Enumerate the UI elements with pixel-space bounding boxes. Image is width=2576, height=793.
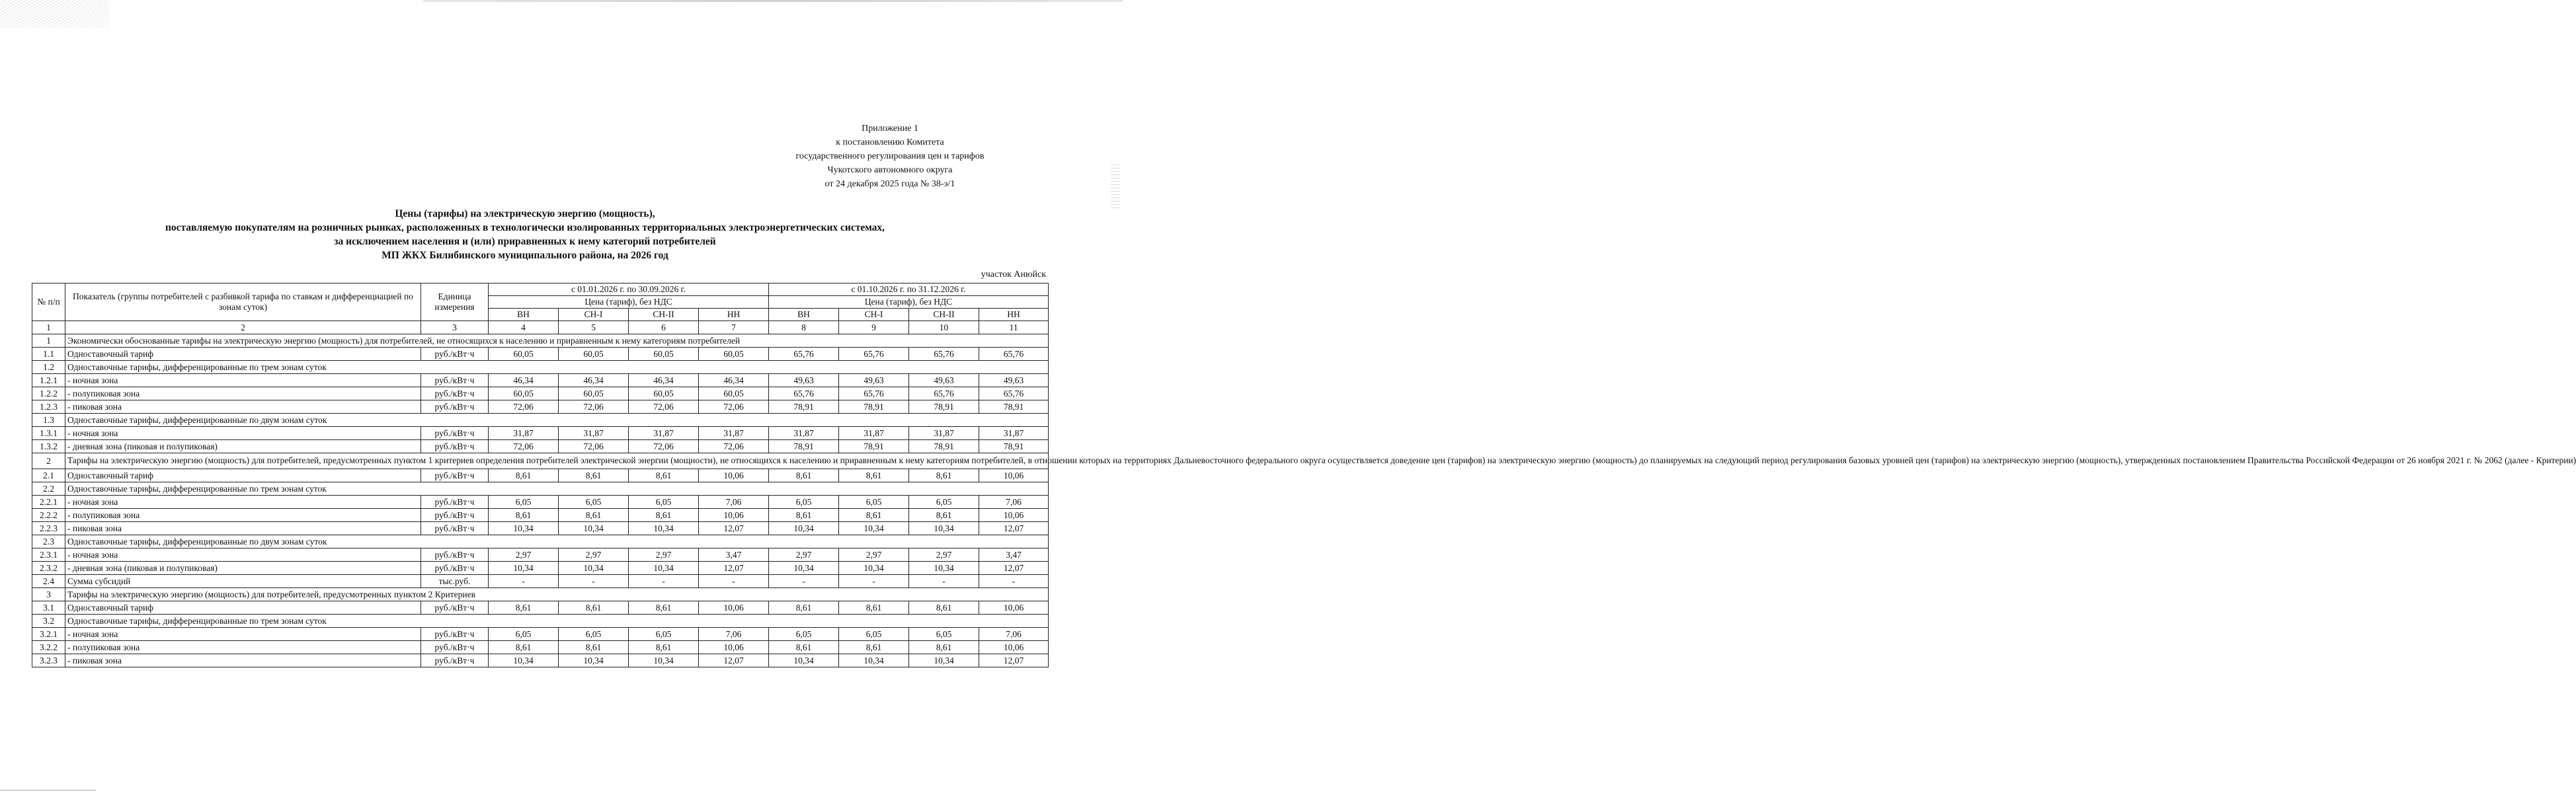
price-value: 10,34: [769, 521, 839, 535]
price-value: -: [559, 574, 629, 587]
header-period-1: с 01.01.2026 г. по 30.09.2026 г.: [489, 283, 769, 296]
row-number: 1.2.1: [32, 374, 65, 387]
table-row: [32, 482, 1049, 495]
price-value: 78,91: [769, 400, 839, 414]
price-value: 46,34: [559, 374, 629, 387]
scan-artifact-top-edge: [423, 0, 1123, 2]
price-value: 65,76: [979, 387, 1049, 400]
site-label: участок Анюйск: [981, 270, 1046, 280]
price-value: 6,05: [839, 495, 909, 508]
row-indicator: Одноставочный тариф: [65, 601, 421, 614]
row-unit: руб./кВт·ч: [421, 469, 489, 482]
price-value: 49,63: [909, 374, 979, 387]
price-value: 2,97: [559, 548, 629, 561]
price-value: 60,05: [559, 348, 629, 361]
price-value: 31,87: [629, 427, 699, 440]
column-number: 1: [32, 321, 65, 334]
column-number: 10: [909, 321, 979, 334]
price-value: 6,05: [839, 627, 909, 640]
column-number: 11: [979, 321, 1049, 334]
price-value: 65,76: [769, 348, 839, 361]
price-value: 8,61: [909, 601, 979, 614]
group-title: Одноставочные тарифы, дифференцированные по трем зонам суток: [65, 614, 1049, 627]
price-value: 10,34: [909, 654, 979, 667]
price-value: 65,76: [839, 387, 909, 400]
price-value: 60,05: [699, 348, 769, 361]
price-value: 49,63: [769, 374, 839, 387]
row-unit: руб./кВт·ч: [421, 387, 489, 400]
price-value: 31,87: [489, 427, 559, 440]
table-row: [32, 627, 1049, 640]
row-number: 3.2.1: [32, 627, 65, 640]
header-level: СН-II: [629, 309, 699, 321]
price-value: 6,05: [909, 495, 979, 508]
table-row: [32, 587, 1049, 601]
row-number: 2.2.1: [32, 495, 65, 508]
price-value: 12,07: [699, 654, 769, 667]
row-number: 1.3.2: [32, 440, 65, 453]
price-value: 8,61: [559, 640, 629, 654]
price-value: 6,05: [629, 495, 699, 508]
row-unit: руб./кВт·ч: [421, 601, 489, 614]
section-number: 1: [32, 334, 65, 348]
price-value: 12,07: [979, 521, 1049, 535]
group-title: Одноставочные тарифы, дифференцированные по двум зонам суток: [65, 414, 1049, 427]
price-value: 78,91: [909, 440, 979, 453]
row-indicator: - ночная зона: [65, 427, 421, 440]
section-title: Тарифы на электрическую энергию (мощность) для потребителей, предусмотренных пунктом 1 критериев определения потребителей электрической энергии (мощности), не относящихся к населению и приравненным к нему категориям потребителей, в отношении которых на территориях Дальневосточного федерального округа осуществляется доведение цен (тарифов) на электрическую энергию (мощность) до планируемых на следующий период регулирования базовых уровней цен (тарифов) на электрическую энергию (мощность), утвержденных постановлением Правительства Российской Федерации от 26 ноября 2021 г. № 2062 (далее - Критерии): [65, 453, 1049, 469]
row-unit: руб./кВт·ч: [421, 548, 489, 561]
price-value: 60,05: [629, 387, 699, 400]
price-value: 12,07: [699, 561, 769, 574]
price-value: 10,06: [979, 469, 1049, 482]
row-indicator: - пиковая зона: [65, 654, 421, 667]
price-value: 10,34: [629, 561, 699, 574]
row-indicator: Одноставочный тариф: [65, 348, 421, 361]
column-number: 7: [699, 321, 769, 334]
table-row: [32, 334, 1049, 348]
price-value: 72,06: [629, 400, 699, 414]
price-value: 10,06: [979, 601, 1049, 614]
row-indicator: - полупиковая зона: [65, 387, 421, 400]
column-number: 5: [559, 321, 629, 334]
appendix-header: [758, 122, 1022, 191]
price-value: -: [909, 574, 979, 587]
price-value: 8,61: [559, 601, 629, 614]
column-number-row: [32, 321, 1049, 334]
appendix-line: от 24 декабря 2025 года № 38-э/1: [825, 179, 955, 189]
group-title: Одноставочные тарифы, дифференцированные по трем зонам суток: [65, 482, 1049, 495]
price-value: 65,76: [909, 348, 979, 361]
price-value: 31,87: [909, 427, 979, 440]
price-value: 49,63: [839, 374, 909, 387]
row-number: 1.1: [32, 348, 65, 361]
header-unit: Единица измерения: [421, 283, 489, 321]
price-value: -: [979, 574, 1049, 587]
price-value: 2,97: [489, 548, 559, 561]
price-value: -: [629, 574, 699, 587]
row-number: 2.1: [32, 469, 65, 482]
price-value: 10,34: [559, 654, 629, 667]
price-value: 65,76: [839, 348, 909, 361]
header-indicator: Показатель (группы потребителей с разбивкой тарифа по ставкам и дифференциацией по зонам суток): [65, 283, 421, 321]
price-value: 78,91: [979, 440, 1049, 453]
price-value: 7,06: [699, 627, 769, 640]
row-indicator: Сумма субсидий: [65, 574, 421, 587]
table-row: [32, 374, 1049, 387]
column-number: 3: [421, 321, 489, 334]
table-row: [32, 521, 1049, 535]
header-level: НН: [979, 309, 1049, 321]
row-number: 2.3.2: [32, 561, 65, 574]
price-value: 46,34: [489, 374, 559, 387]
header-level: ВН: [769, 309, 839, 321]
price-value: 10,34: [839, 521, 909, 535]
column-number: 8: [769, 321, 839, 334]
price-value: 8,61: [839, 601, 909, 614]
row-unit: руб./кВт·ч: [421, 521, 489, 535]
price-value: 10,06: [979, 640, 1049, 654]
price-value: 10,34: [839, 654, 909, 667]
price-value: 8,61: [769, 601, 839, 614]
appendix-line: Приложение 1: [862, 124, 918, 133]
price-value: 10,34: [909, 561, 979, 574]
table-row: [32, 614, 1049, 627]
table-body: [32, 334, 2576, 667]
group-number: 2.2: [32, 482, 65, 495]
header-price-2: Цена (тариф), без НДС: [769, 296, 1049, 309]
price-value: 2,97: [769, 548, 839, 561]
row-unit: руб./кВт·ч: [421, 400, 489, 414]
price-value: 78,91: [979, 400, 1049, 414]
row-indicator: - ночная зона: [65, 627, 421, 640]
price-value: 8,61: [489, 601, 559, 614]
price-value: -: [839, 574, 909, 587]
table-row: [32, 400, 1049, 414]
price-value: 46,34: [699, 374, 769, 387]
price-value: 2,97: [909, 548, 979, 561]
price-value: 60,05: [559, 387, 629, 400]
price-value: 60,05: [699, 387, 769, 400]
table-row: [32, 387, 1049, 400]
group-title: Одноставочные тарифы, дифференцированные по трем зонам суток: [65, 361, 1049, 374]
price-value: 10,34: [489, 561, 559, 574]
price-value: 10,34: [769, 654, 839, 667]
row-indicator: - ночная зона: [65, 495, 421, 508]
price-value: 31,87: [979, 427, 1049, 440]
price-value: 8,61: [489, 469, 559, 482]
price-value: 31,87: [699, 427, 769, 440]
title-line: поставляемую покупателям на розничных рынках, расположенных в технологически изолированных территориальных электроэнергетических системах,: [165, 222, 885, 233]
section-number: 2: [32, 453, 65, 469]
price-value: 10,34: [559, 521, 629, 535]
section-title: Экономически обоснованные тарифы на электрическую энергию (мощность) для потребителей, не относящихся к населению и приравненным к нему категориям потребителей: [65, 334, 1049, 348]
group-number: 1.3: [32, 414, 65, 427]
price-value: 60,05: [489, 348, 559, 361]
price-value: 8,61: [839, 469, 909, 482]
price-value: 6,05: [909, 627, 979, 640]
price-value: 10,34: [909, 521, 979, 535]
price-value: 6,05: [559, 627, 629, 640]
table-row: [32, 535, 1049, 548]
price-value: 78,91: [839, 400, 909, 414]
table-row: [32, 440, 1049, 453]
row-number: 1.2.2: [32, 387, 65, 400]
price-value: 8,61: [909, 469, 979, 482]
price-value: 2,97: [629, 548, 699, 561]
price-value: 6,05: [559, 495, 629, 508]
price-value: 31,87: [839, 427, 909, 440]
row-indicator: - полупиковая зона: [65, 508, 421, 521]
price-value: 72,06: [489, 440, 559, 453]
table-row: [32, 348, 1049, 361]
price-value: 72,06: [699, 440, 769, 453]
price-value: 6,05: [489, 495, 559, 508]
price-value: 12,07: [979, 654, 1049, 667]
price-value: 10,34: [769, 561, 839, 574]
scan-artifact-bottom-line: [0, 790, 96, 791]
row-number: 1.3.1: [32, 427, 65, 440]
price-value: 10,34: [839, 561, 909, 574]
price-value: 6,05: [769, 495, 839, 508]
price-value: 10,34: [489, 521, 559, 535]
row-number: 2.2.2: [32, 508, 65, 521]
price-value: 72,06: [629, 440, 699, 453]
table-row: [32, 508, 1049, 521]
header-level: СН-I: [559, 309, 629, 321]
table-row: [32, 548, 1049, 561]
price-value: 6,05: [769, 627, 839, 640]
appendix-line: Чукотского автономного округа: [827, 165, 953, 175]
group-title: Одноставочные тарифы, дифференцированные по двум зонам суток: [65, 535, 1049, 548]
price-value: 12,07: [699, 521, 769, 535]
price-value: 60,05: [489, 387, 559, 400]
row-unit: руб./кВт·ч: [421, 495, 489, 508]
row-indicator: - ночная зона: [65, 548, 421, 561]
price-value: 10,06: [699, 508, 769, 521]
price-value: 6,05: [489, 627, 559, 640]
row-number: 2.2.3: [32, 521, 65, 535]
price-value: 8,61: [489, 508, 559, 521]
header-period-2: с 01.10.2026 г. по 31.12.2026 г.: [769, 283, 1049, 296]
header-level: НН: [699, 309, 769, 321]
price-value: 8,61: [559, 469, 629, 482]
table-row: [32, 361, 1049, 374]
price-value: 10,06: [979, 508, 1049, 521]
row-number: 3.2.2: [32, 640, 65, 654]
price-value: 65,76: [909, 387, 979, 400]
price-value: 8,61: [629, 601, 699, 614]
column-number: 4: [489, 321, 559, 334]
row-indicator: - ночная зона: [65, 374, 421, 387]
price-value: 10,34: [629, 654, 699, 667]
row-unit: руб./кВт·ч: [421, 348, 489, 361]
row-unit: руб./кВт·ч: [421, 427, 489, 440]
price-value: 31,87: [769, 427, 839, 440]
table-row: [32, 601, 1049, 614]
table-row: [32, 414, 1049, 427]
price-value: 72,06: [559, 440, 629, 453]
price-value: 8,61: [769, 640, 839, 654]
column-number: 6: [629, 321, 699, 334]
row-unit: руб./кВт·ч: [421, 627, 489, 640]
price-value: 78,91: [769, 440, 839, 453]
table-row: [32, 427, 1049, 440]
table-row: [32, 574, 1049, 587]
price-value: 12,07: [979, 561, 1049, 574]
row-indicator: - пиковая зона: [65, 521, 421, 535]
table-row: [32, 654, 1049, 667]
scan-artifact-corner: [0, 0, 109, 28]
header-num: № п/п: [32, 283, 65, 321]
column-number: 9: [839, 321, 909, 334]
table-row: [32, 495, 1049, 508]
section-number: 3: [32, 587, 65, 601]
table-row: [32, 640, 1049, 654]
price-value: 7,06: [979, 495, 1049, 508]
price-value: 8,61: [909, 640, 979, 654]
price-value: 10,34: [629, 521, 699, 535]
title-line: за исключением населения и (или) приравненных к нему категорий потребителей: [334, 236, 716, 247]
table-row: [32, 561, 1049, 574]
row-number: 2.3.1: [32, 548, 65, 561]
price-value: -: [489, 574, 559, 587]
header-level: ВН: [489, 309, 559, 321]
title-line: МП ЖКХ Билибинского муниципального района, на 2026 год: [382, 250, 668, 261]
price-value: 8,61: [769, 508, 839, 521]
price-value: 49,63: [979, 374, 1049, 387]
price-value: 78,91: [909, 400, 979, 414]
price-value: 7,06: [979, 627, 1049, 640]
table-header: [32, 283, 1049, 334]
price-value: 6,05: [629, 627, 699, 640]
price-value: 8,61: [629, 469, 699, 482]
row-indicator: - пиковая зона: [65, 400, 421, 414]
price-value: 8,61: [839, 508, 909, 521]
group-number: 1.2: [32, 361, 65, 374]
price-value: 72,06: [559, 400, 629, 414]
header-level: СН-I: [839, 309, 909, 321]
column-number: 2: [65, 321, 421, 334]
price-value: 8,61: [629, 508, 699, 521]
price-value: -: [699, 574, 769, 587]
appendix-line: государственного регулирования цен и тарифов: [795, 151, 985, 161]
price-value: 72,06: [489, 400, 559, 414]
tariff-table: [32, 283, 2576, 667]
price-value: 8,61: [769, 469, 839, 482]
price-value: 8,61: [489, 640, 559, 654]
row-number: 3.1: [32, 601, 65, 614]
price-value: 8,61: [909, 508, 979, 521]
price-value: 31,87: [559, 427, 629, 440]
price-value: 8,61: [629, 640, 699, 654]
price-value: 65,76: [979, 348, 1049, 361]
price-value: 3,47: [979, 548, 1049, 561]
row-unit: руб./кВт·ч: [421, 640, 489, 654]
section-title: Тарифы на электрическую энергию (мощность) для потребителей, предусмотренных пунктом 2 Критериев: [65, 587, 1049, 601]
price-value: 72,06: [699, 400, 769, 414]
price-value: 78,91: [839, 440, 909, 453]
document-title: [26, 207, 1024, 262]
price-value: 7,06: [699, 495, 769, 508]
row-number: 3.2.3: [32, 654, 65, 667]
row-unit: руб./кВт·ч: [421, 561, 489, 574]
table-row: [32, 453, 1049, 469]
row-unit: руб./кВт·ч: [421, 440, 489, 453]
row-unit: тыс.руб.: [421, 574, 489, 587]
row-indicator: - дневная зона (пиковая и полупиковая): [65, 561, 421, 574]
price-value: 46,34: [629, 374, 699, 387]
row-number: 2.4: [32, 574, 65, 587]
price-value: 3,47: [699, 548, 769, 561]
price-value: 8,61: [559, 508, 629, 521]
header-level: СН-II: [909, 309, 979, 321]
price-value: -: [769, 574, 839, 587]
scan-artifact-right-edge: [1111, 162, 1120, 208]
appendix-line: к постановлению Комитета: [836, 137, 944, 147]
price-value: 2,97: [839, 548, 909, 561]
price-value: 60,05: [629, 348, 699, 361]
row-indicator: - полупиковая зона: [65, 640, 421, 654]
row-unit: руб./кВт·ч: [421, 374, 489, 387]
table-row: [32, 469, 1049, 482]
group-number: 3.2: [32, 614, 65, 627]
row-indicator: Одноставочный тариф: [65, 469, 421, 482]
row-number: 1.2.3: [32, 400, 65, 414]
row-unit: руб./кВт·ч: [421, 654, 489, 667]
price-value: 10,34: [489, 654, 559, 667]
title-line: Цены (тарифы) на электрическую энергию (мощность),: [395, 208, 655, 219]
price-value: 8,61: [839, 640, 909, 654]
group-number: 2.3: [32, 535, 65, 548]
price-value: 10,34: [559, 561, 629, 574]
price-value: 10,06: [699, 640, 769, 654]
row-unit: руб./кВт·ч: [421, 508, 489, 521]
row-indicator: - дневная зона (пиковая и полупиковая): [65, 440, 421, 453]
price-value: 10,06: [699, 601, 769, 614]
price-value: 10,06: [699, 469, 769, 482]
price-value: 65,76: [769, 387, 839, 400]
header-price-1: Цена (тариф), без НДС: [489, 296, 769, 309]
